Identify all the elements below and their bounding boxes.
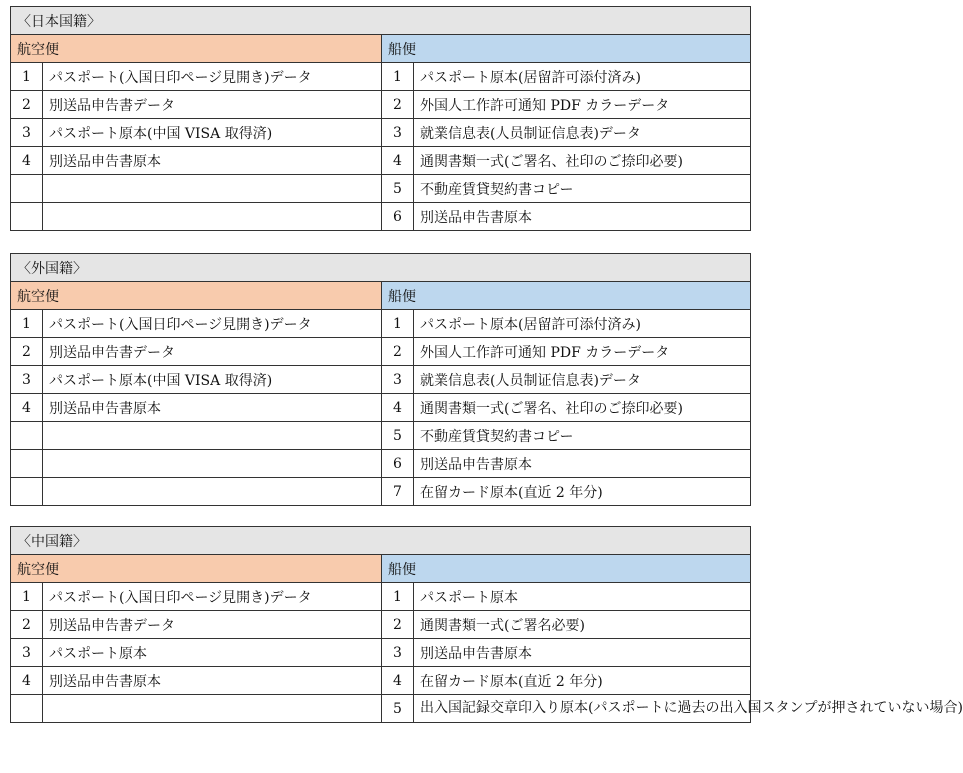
table-row — [11, 611, 751, 639]
air-item-text: 別送品申告書原本 — [43, 147, 382, 175]
table-row — [11, 119, 751, 147]
table-row — [11, 639, 751, 667]
sea-item-number: 4 — [382, 394, 414, 422]
sea-item-number: 5 — [382, 695, 414, 723]
title-row — [11, 527, 751, 555]
air-item-text: パスポート(入国日印ページ見開き)データ — [43, 63, 382, 91]
table-row — [11, 695, 751, 723]
air-item-number: 4 — [11, 667, 43, 695]
sea-item-text: 在留カード原本(直近 2 年分) — [414, 667, 751, 695]
air-item-number: 2 — [11, 91, 43, 119]
air-item-text: パスポート(入国日印ページ見開き)データ — [43, 583, 382, 611]
air-item-text: パスポート(入国日印ページ見開き)データ — [43, 310, 382, 338]
empty-cell — [11, 695, 43, 723]
sea-item-number: 7 — [382, 478, 414, 506]
air-item-text: 別送品申告書データ — [43, 611, 382, 639]
sea-item-number: 1 — [382, 310, 414, 338]
sea-item-text: 通関書類一式(ご署名、社印のご捺印必要) — [414, 147, 751, 175]
table-row — [11, 478, 751, 506]
sea-item-text: 就業信息表(人员制证信息表)データ — [414, 119, 751, 147]
empty-cell — [11, 203, 43, 231]
sea-item-number: 1 — [382, 583, 414, 611]
sea-item-text: 外国人工作許可通知 PDF カラーデータ — [414, 91, 751, 119]
sea-item-number: 3 — [382, 639, 414, 667]
section-title: 〈外国籍〉 — [11, 254, 751, 282]
sea-item-number: 1 — [382, 63, 414, 91]
table-row — [11, 91, 751, 119]
sea-item-number: 4 — [382, 147, 414, 175]
table-foreign-nationality — [10, 253, 751, 506]
sea-item-text: パスポート原本(居留許可添付済み) — [414, 63, 751, 91]
empty-cell — [43, 422, 382, 450]
air-item-number: 3 — [11, 119, 43, 147]
title-row — [11, 7, 751, 35]
header-row — [11, 282, 751, 310]
sea-freight-header: 船便 — [382, 282, 751, 310]
table-row — [11, 366, 751, 394]
empty-cell — [11, 422, 43, 450]
section-spacer — [10, 506, 750, 526]
empty-cell — [43, 450, 382, 478]
sea-item-text: 通関書類一式(ご署名、社印のご捺印必要) — [414, 394, 751, 422]
air-item-number: 1 — [11, 310, 43, 338]
table-row — [11, 583, 751, 611]
table-row — [11, 203, 751, 231]
table-row — [11, 422, 751, 450]
table-row — [11, 310, 751, 338]
air-item-number: 2 — [11, 611, 43, 639]
sea-item-number: 5 — [382, 422, 414, 450]
sea-freight-header: 船便 — [382, 555, 751, 583]
table-row — [11, 667, 751, 695]
air-item-number: 1 — [11, 63, 43, 91]
air-item-text: 別送品申告書データ — [43, 91, 382, 119]
air-item-number: 4 — [11, 147, 43, 175]
air-item-text: 別送品申告書データ — [43, 338, 382, 366]
air-item-number: 4 — [11, 394, 43, 422]
air-item-text: パスポート原本 — [43, 639, 382, 667]
sea-item-number: 5 — [382, 175, 414, 203]
air-item-number: 1 — [11, 583, 43, 611]
table-chinese-nationality — [10, 526, 963, 723]
title-row — [11, 254, 751, 282]
sea-item-text: 別送品申告書原本 — [414, 450, 751, 478]
sea-item-text: パスポート原本 — [414, 583, 751, 611]
air-freight-header: 航空便 — [11, 555, 382, 583]
air-freight-header: 航空便 — [11, 35, 382, 63]
section-title: 〈中国籍〉 — [11, 527, 751, 555]
table-row — [11, 394, 751, 422]
section-spacer — [10, 231, 750, 253]
sea-item-number: 4 — [382, 667, 414, 695]
sea-item-number: 3 — [382, 119, 414, 147]
sea-item-text: 不動産賃貸契約書コピー — [414, 175, 751, 203]
empty-cell — [11, 450, 43, 478]
sea-item-text: 通関書類一式(ご署名必要) — [414, 611, 751, 639]
air-item-text: パスポート原本(中国 VISA 取得済) — [43, 119, 382, 147]
sea-item-text: 出入国記録交章印入り原本(パスポートに過去の出入国スタンプが押されていない場合) — [414, 695, 751, 723]
section-title: 〈日本国籍〉 — [11, 7, 751, 35]
sea-item-number: 2 — [382, 611, 414, 639]
sea-item-number: 2 — [382, 91, 414, 119]
document — [10, 6, 963, 723]
empty-cell — [11, 175, 43, 203]
table-row — [11, 338, 751, 366]
table-japanese-nationality — [10, 6, 751, 231]
sea-item-number: 6 — [382, 203, 414, 231]
header-row — [11, 555, 751, 583]
empty-cell — [43, 175, 382, 203]
sea-item-text: 別送品申告書原本 — [414, 203, 751, 231]
air-item-number: 2 — [11, 338, 43, 366]
air-item-text: パスポート原本(中国 VISA 取得済) — [43, 366, 382, 394]
air-freight-header: 航空便 — [11, 282, 382, 310]
sea-item-number: 6 — [382, 450, 414, 478]
table-row — [11, 147, 751, 175]
sea-item-number: 2 — [382, 338, 414, 366]
empty-cell — [43, 478, 382, 506]
sea-item-text: パスポート原本(居留許可添付済み) — [414, 310, 751, 338]
sea-item-text: 外国人工作許可通知 PDF カラーデータ — [414, 338, 751, 366]
empty-cell — [43, 203, 382, 231]
sea-item-text: 在留カード原本(直近 2 年分) — [414, 478, 751, 506]
sea-item-text: 就業信息表(人员制证信息表)データ — [414, 366, 751, 394]
air-item-number: 3 — [11, 639, 43, 667]
air-item-text: 別送品申告書原本 — [43, 394, 382, 422]
empty-cell — [43, 695, 382, 723]
table-row — [11, 175, 751, 203]
sea-freight-header: 船便 — [382, 35, 751, 63]
table-row — [11, 63, 751, 91]
air-item-text: 別送品申告書原本 — [43, 667, 382, 695]
sea-item-text: 不動産賃貸契約書コピー — [414, 422, 751, 450]
sea-item-text: 別送品申告書原本 — [414, 639, 751, 667]
table-row — [11, 450, 751, 478]
header-row — [11, 35, 751, 63]
empty-cell — [11, 478, 43, 506]
air-item-number: 3 — [11, 366, 43, 394]
sea-item-number: 3 — [382, 366, 414, 394]
